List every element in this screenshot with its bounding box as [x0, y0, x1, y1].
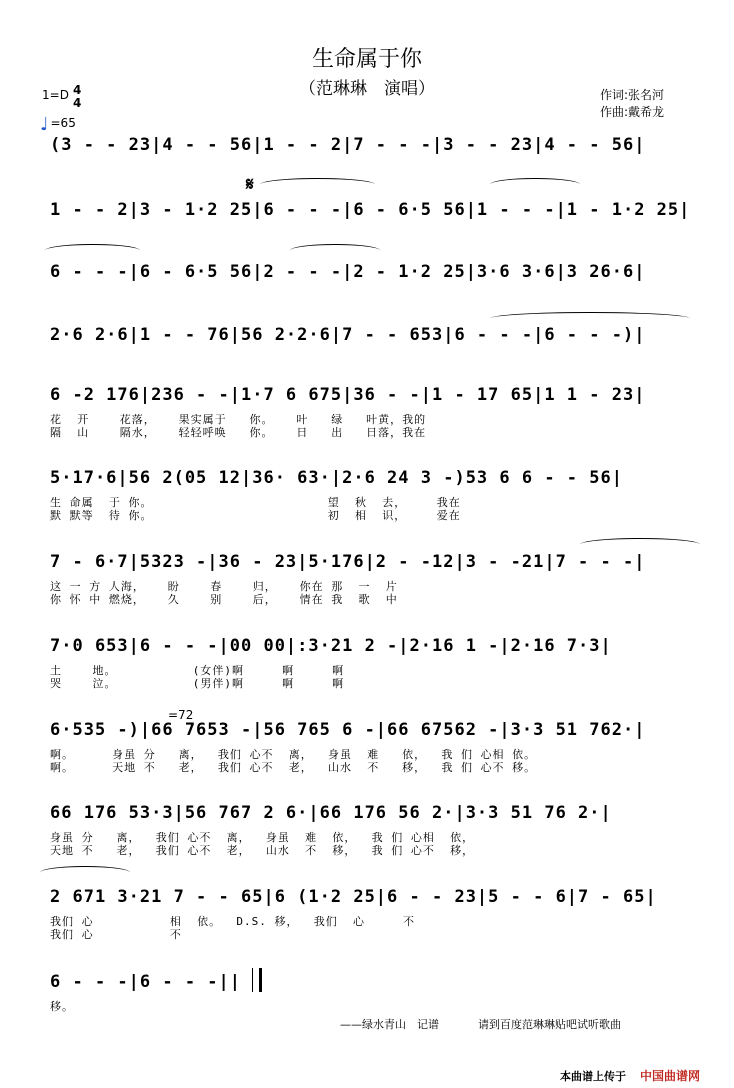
staff-line	[40, 200, 700, 236]
time-top: 4	[73, 83, 82, 97]
notes: 5·17·6|56 2(05 12|36· 63·|2·6 24 3 -)53 6 6 - - 56|	[50, 468, 623, 488]
lyrics-2: 天地 不 老， 我们 心不 老， 山水 不 移， 我 们 心不 移，	[50, 844, 475, 857]
notes: 2 671 3·21 7 - - 65|6 (1·2 25|6 - - 23|5 - - 6|7 - 65|	[50, 887, 657, 907]
lyrics-1: 土 地。 (女伴)啊 啊 啊	[50, 664, 345, 677]
staff-line	[40, 636, 700, 690]
slur	[580, 538, 700, 551]
key-signature: 1=D	[42, 88, 69, 102]
notes: 6·535 -)|66 7653 -|56 765 6 -|66 67562 -|3·3 51 762·|	[50, 720, 646, 740]
tempo-change: =72	[168, 708, 194, 722]
notes: 7·0 653|6 - - -|00 00|:3·21 2 -|2·16 1 -|2·16 7·3|	[50, 636, 612, 656]
lyrics-1: 移。	[50, 1000, 74, 1013]
lyrics-2: 默 默等 待 你。 初 相 识， 爱在	[50, 509, 461, 522]
tempo-value: =65	[50, 116, 76, 130]
page-title: 生命属于你	[311, 47, 422, 72]
slur	[260, 178, 375, 191]
staff-line	[40, 552, 700, 606]
lyrics-1: 这 一 方 人海， 盼 春 归， 你在 那 一 片	[50, 580, 398, 593]
final-barline	[252, 968, 262, 992]
staff-line	[40, 972, 700, 1013]
lyrics-2: 哭 泣。 (男伴)啊 啊 啊	[50, 677, 345, 690]
segno-sign: 𝄋	[246, 174, 254, 195]
tempo	[40, 114, 76, 135]
lyrics-1: 啊。 身虽 分 离， 我们 心不 离， 身虽 难 依， 我 们 心相 依。	[50, 748, 537, 761]
notes: 7 - 6·7|5323 -|36 - 23|5·176|2 - -12|3 - -21|7 - - -|	[50, 552, 646, 572]
lyrics-2: 隔 山 隔水， 轻轻呼唤 你。 日 出 日落，我在	[50, 426, 427, 439]
notes: (3 - - 23|4 - - 56|1 - - 2|7 - - -|3 - - 23|4 - - 56|	[50, 135, 646, 155]
lyrics-1: 花 开 花落， 果实属于 你。 叶 绿 叶黄，我的	[50, 413, 427, 426]
staff-line	[40, 803, 700, 857]
staff-line	[40, 887, 700, 941]
notes: 6 - - -|6 - - -||	[50, 972, 241, 992]
notes: 6 -2 176|236 - -|1·7 6 675|36 - -|1 - 17 65|1 1 - 23|	[50, 385, 646, 405]
composer: 作曲:戴希龙	[600, 105, 665, 119]
staff-line	[40, 385, 700, 439]
slur	[40, 866, 130, 879]
lyrics-2: 啊。 天地 不 老， 我们 心不 老， 山水 不 移， 我 们 心不 移。	[50, 761, 537, 774]
slur	[290, 244, 380, 257]
staff-line	[40, 325, 700, 361]
quarter-note-icon: ♩	[40, 114, 49, 135]
slur	[490, 178, 580, 191]
notes: 6 - - -|6 - 6·5 56|2 - - -|2 - 1·2 25|3·6 3·6|3 26·6|	[50, 262, 646, 282]
listen-note: 请到百度范琳琳贴吧试听歌曲	[478, 1018, 621, 1031]
slur	[490, 312, 690, 325]
transcriber: ——绿水青山 记谱	[340, 1018, 439, 1031]
staff-line	[40, 720, 700, 774]
staff-line	[40, 262, 700, 298]
staff-line	[40, 468, 700, 522]
time-signature	[73, 84, 81, 110]
notes: 1 - - 2|3 - 1·2 25|6 - - -|6 - 6·5 56|1 - - -|1 - 1·2 25|	[50, 200, 691, 220]
lyrics-2: 我们 心 不	[50, 928, 182, 941]
staff-line	[40, 135, 700, 171]
notes: 2·6 2·6|1 - - 76|56 2·2·6|7 - - 653|6 - - -|6 - - -)|	[50, 325, 646, 345]
time-bottom: 4	[73, 96, 82, 110]
lyricist: 作词:张名河	[600, 88, 665, 102]
lyrics-2: 你 怀 中 燃烧， 久 别 后， 情在 我 歌 中	[50, 593, 398, 606]
subtitle: （范琳琳 演唱）	[299, 79, 435, 99]
slur	[45, 244, 140, 257]
site-logo: 中国曲谱网	[640, 1069, 701, 1083]
lyrics-1: 生 命属 于 你。 望 秋 去， 我在	[50, 496, 461, 509]
upload-notice: 本曲谱上传于	[560, 1070, 626, 1083]
notes: 66 176 53·3|56 767 2 6·|66 176 56 2·|3·3 51 76 2·|	[50, 803, 612, 823]
lyrics-1: 身虽 分 离， 我们 心不 离， 身虽 难 依， 我 们 心相 依，	[50, 831, 475, 844]
lyrics-1: 我们 心 相 依。 D.S. 移， 我们 心 不	[50, 915, 416, 928]
